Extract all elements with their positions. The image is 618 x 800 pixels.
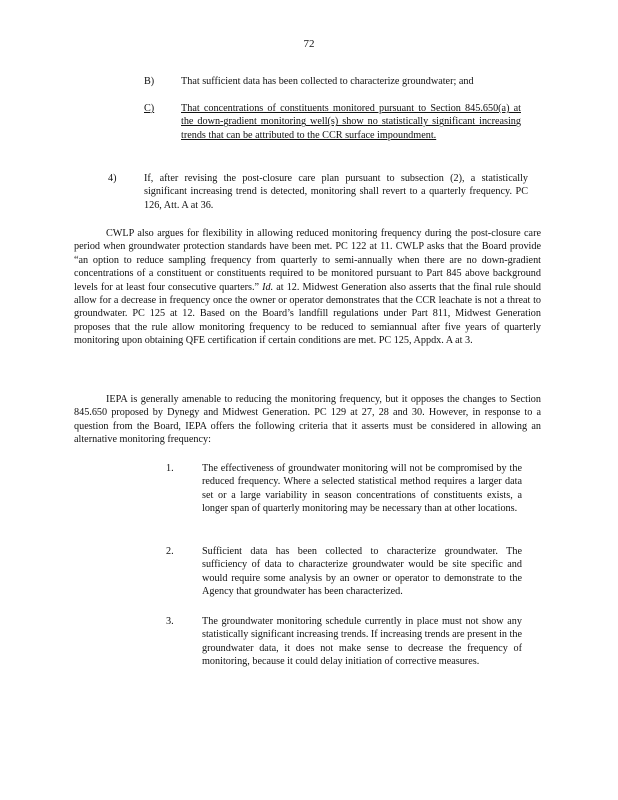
criterion-text: The groundwater monitoring schedule currently in place must not show any statistically significant increasing trends. If increasing trends are present in the groundwater data, it does not make sense to decrease the frequency of monitoring, because it could delay initiation of corrective measures. bbox=[202, 616, 522, 668]
list-item-b bbox=[144, 75, 544, 89]
page-number: 72 bbox=[303, 38, 315, 50]
list-item-text: If, after revising the post-closure care plan pursuant to subsection (2), a statistically significant increasing trend is detected, monitoring shall revert to a quarterly frequency. PC 126, Att. A at 36. bbox=[144, 173, 528, 211]
criterion-2 bbox=[166, 545, 526, 601]
criterion-1 bbox=[166, 462, 526, 532]
criterion-text: The effectiveness of groundwater monitoring will not be compromised by the reduced frequency. Where a selected statistical method requires a larger data set or a large variability in season concentrations of constituents exists, a longer span of quarterly monitoring may be necessary than at other locations. bbox=[202, 463, 522, 515]
citation-id: Id. bbox=[262, 281, 274, 293]
paragraph-text: at 12. Midwest Generation also asserts that the final rule should allow for a decrease in frequency once the owner or operator demonstrates that the CCR leachate is not a threat to groundwater. PC 125 at 12. Based on the Board’s landfill regulations under Part 811, Midwest Generation proposes that the rule allow monitoring frequency to be reduced to semiannual after five years of quarterly monitoring upon obtaining QFE certification if certain conditions are met. PC 125, Appdx. A at 3. bbox=[74, 281, 541, 347]
list-item-label: C) bbox=[144, 103, 155, 114]
list-item-text: That concentrations of constituents monitored pursuant to Section 845.650(a) at the down-gradient monitoring well(s) show no statistically significant increasing trends that can be attributed to the CCR surface impoundment. bbox=[181, 103, 521, 141]
criterion-label: 1. bbox=[166, 463, 174, 474]
paragraph-cwlp bbox=[74, 227, 541, 348]
list-item-text: That sufficient data has been collected to characterize groundwater; and bbox=[181, 76, 474, 87]
criterion-label: 3. bbox=[166, 616, 174, 627]
paragraph-iepa bbox=[74, 393, 541, 447]
criterion-label: 2. bbox=[166, 546, 174, 557]
criterion-3 bbox=[166, 615, 526, 685]
paragraph-text: IEPA is generally amenable to reducing the monitoring frequency, but it opposes the changes to Section 845.650 proposed by Dynegy and Midwest Generation. PC 129 at 27, 28 and 30. However, in response to a question from the Board, IEPA offers the following criteria that it asserts must be considered in allowing an alternative monitoring frequency: bbox=[74, 394, 541, 446]
paragraph-text: CWLP also argues for flexibility in allowing reduced monitoring frequency during the post-closure care period when groundwater protection standards have been met. PC 122 at 11. CWLP asks that the Board provide “an option to reduce sampling frequency from quarterly to semi-annually when there are no down-gradient concentrations of a constituent or constituents required to be monitored pursuant to Part 845 above background levels for at least four consecutive quarters.” bbox=[74, 228, 541, 293]
criterion-text: Sufficient data has been collected to characterize groundwater. The sufficiency of data to characterize groundwater would be site specific and would require some analysis by an owner or operator to demonstrate to the Agency that groundwater has been characterized. bbox=[202, 546, 522, 598]
list-item-label: 4) bbox=[108, 173, 117, 184]
list-item-c bbox=[144, 102, 544, 158]
list-item-label: B) bbox=[144, 76, 155, 87]
list-item-4 bbox=[108, 172, 548, 214]
